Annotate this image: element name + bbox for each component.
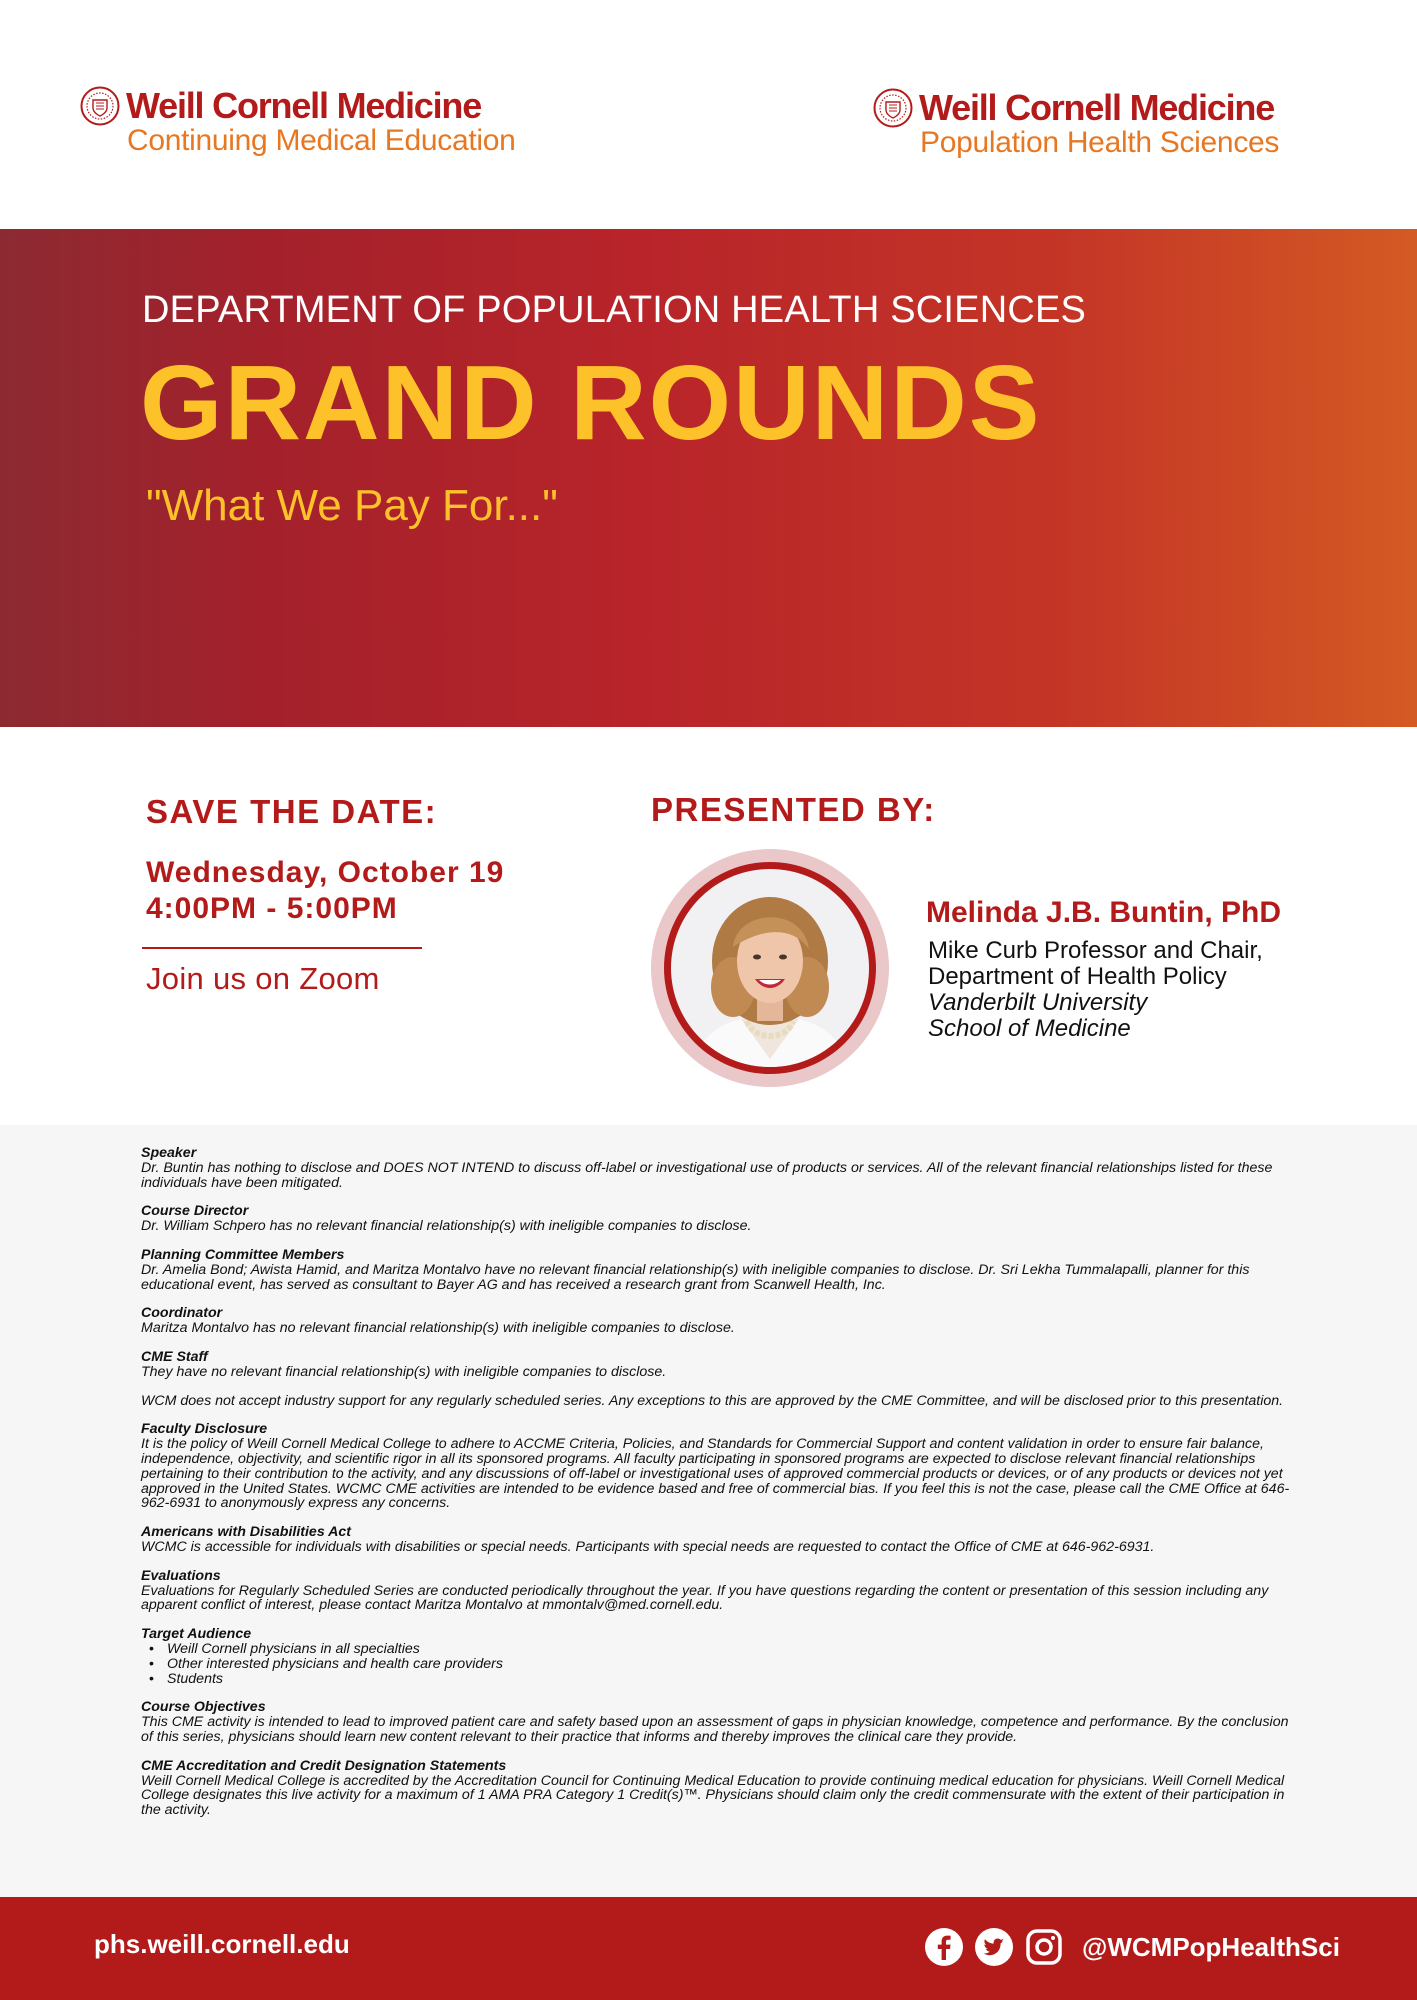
section-body: Dr. Buntin has nothing to disclose and DOES NOT INTEND to discuss off-label or investigational use of products or services. All of the relevant financial relationships listed for these individuals have been mitigated. bbox=[141, 1159, 1273, 1191]
disclosures-section bbox=[0, 1125, 1417, 1897]
section-heading: Americans with Disabilities Act bbox=[141, 1524, 351, 1541]
speaker-photo bbox=[671, 869, 869, 1067]
section-heading: Coordinator bbox=[141, 1305, 223, 1322]
logo-subtitle: Continuing Medical Education bbox=[127, 124, 516, 157]
section-body: This CME activity is intended to lead to improved patient care and safety based upon an assessment of gaps in physician knowledge, competence and performance. By the conclusion of this series, physicians should learn new content relevant to their practice that informs and thereby improves the clinical care they provide. bbox=[141, 1714, 1289, 1745]
website-link[interactable]: phs.weill.cornell.edu bbox=[94, 1929, 350, 1959]
social-links bbox=[924, 1927, 1340, 1967]
section-heading: Target Audience bbox=[141, 1626, 252, 1643]
speaker-university: Vanderbilt University bbox=[928, 989, 1148, 1016]
cme-accreditation bbox=[141, 1759, 1291, 1818]
target-audience bbox=[141, 1627, 1291, 1686]
section-heading: Evaluations bbox=[141, 1567, 221, 1584]
cornell-seal-icon bbox=[80, 86, 120, 126]
disclosure-coordinator bbox=[141, 1306, 1291, 1336]
speaker-school: School of Medicine bbox=[928, 1015, 1131, 1042]
disclosure-evaluations bbox=[141, 1569, 1291, 1613]
logo-title: Weill Cornell Medicine bbox=[919, 87, 1275, 128]
section-body: Evaluations for Regularly Scheduled Series are conducted periodically throughout the year. If you have questions regarding the content or presentation of this session including any apparent conflict of interest, please contact Maritza Montalvo at mmontalv@med.cornell.edu. bbox=[141, 1582, 1269, 1614]
disclosure-ada bbox=[141, 1525, 1291, 1555]
social-handle[interactable]: @WCMPopHealthSci bbox=[1082, 1931, 1340, 1962]
section-body: Dr. William Schpero has no relevant financial relationship(s) with ineligible companies to disclose. bbox=[141, 1218, 752, 1235]
zoom-link[interactable]: Join us on Zoom bbox=[146, 961, 380, 996]
logo-subtitle: Population Health Sciences bbox=[920, 126, 1280, 159]
list-item: • Students bbox=[149, 1672, 1291, 1687]
divider bbox=[142, 947, 422, 949]
wcm-cme-logo bbox=[80, 86, 516, 158]
disclosure-faculty bbox=[141, 1422, 1291, 1511]
section-body: WCMC is accessible for individuals with disabilities or special needs. Participants with special needs are requested to contact the Office of CME at 646-962-6931. bbox=[141, 1538, 1155, 1555]
section-body: Dr. Amelia Bond; Awista Hamid, and Maritza Montalvo have no relevant financial relationship(s) with ineligible companies to disclose. Dr. Sri Lekha Tummalapalli, planner for this educational event, has served as consultant to Bayer AG and has received a research grant from Scanwell Health, Inc. bbox=[141, 1261, 1250, 1293]
course-objectives bbox=[141, 1700, 1291, 1744]
logo-title: Weill Cornell Medicine bbox=[126, 85, 482, 126]
wcm-phs-logo bbox=[873, 88, 1279, 160]
industry-support-statement: WCM does not accept industry support for any regularly scheduled series. Any exceptions to this are approved by the CME Committee, and will be disclosed prior to this presentation. bbox=[141, 1392, 1284, 1409]
instagram-icon[interactable] bbox=[1024, 1927, 1064, 1967]
talk-title: "What We Pay For..." bbox=[146, 481, 558, 530]
disclosure-speaker bbox=[141, 1146, 1291, 1190]
section-heading: Course Director bbox=[141, 1203, 249, 1220]
speaker-photo-frame bbox=[651, 849, 889, 1087]
disclosure-planning-committee bbox=[141, 1248, 1291, 1292]
disclosure-course-director bbox=[141, 1204, 1291, 1234]
section-heading: Planning Committee Members bbox=[141, 1246, 345, 1263]
section-heading: Course Objectives bbox=[141, 1699, 266, 1716]
section-heading: CME Accreditation and Credit Designation Statements bbox=[141, 1757, 507, 1774]
speaker-title: Mike Curb Professor and Chair, bbox=[928, 937, 1263, 964]
cornell-seal-icon bbox=[873, 88, 913, 128]
disclosure-cme-staff bbox=[141, 1350, 1291, 1380]
save-date-heading: SAVE THE DATE: bbox=[146, 793, 438, 830]
section-body: Weill Cornell Medical College is accredited by the Accreditation Council for Continuing Medical Education to provide continuing medical education for physicians. Weill Cornell Medical College designates this live activity for a maximum of 1 AMA PRA Category 1 Credit(s)™. Physicians should claim only the credit commensurate with the extent of their participation in the activity. bbox=[141, 1772, 1285, 1819]
speaker-department: Department of Health Policy bbox=[928, 963, 1227, 990]
list-item: • Weill Cornell physicians in all specialties bbox=[149, 1642, 1291, 1657]
section-body: They have no relevant financial relationship(s) with ineligible companies to disclose. bbox=[141, 1363, 667, 1380]
speaker-name: Melinda J.B. Buntin, PhD bbox=[926, 896, 1282, 929]
presented-by-heading: PRESENTED BY: bbox=[651, 791, 936, 828]
event-title: GRAND ROUNDS bbox=[140, 344, 1042, 462]
event-date: Wednesday, October 19 bbox=[146, 856, 505, 889]
section-heading: CME Staff bbox=[141, 1348, 208, 1365]
section-body: Maritza Montalvo has no relevant financial relationship(s) with ineligible companies to disclose. bbox=[141, 1320, 735, 1337]
facebook-icon[interactable] bbox=[924, 1927, 964, 1967]
section-body: It is the policy of Weill Cornell Medical College to adhere to ACCME Criteria, Policies, and Standards for Commercial Support and content validation in order to ensure fair balance, independence, objectivity, and scientific rigor in all its sponsored programs. All faculty participating in sponsored programs are expected to disclose relevant financial relationships pertaining to their contribution to the activity, and any discussions of off-label or investigational uses of approved commercial products or devices, or of any products or devices not yet approved in the United States. WCMC CME activities are intended to be evidence based and free of commercial bias. If you feel this is not the case, please call the CME Office at 646-962-6931 to anonymously express any concerns. bbox=[141, 1436, 1290, 1512]
twitter-icon[interactable] bbox=[974, 1927, 1014, 1967]
department-name: DEPARTMENT OF POPULATION HEALTH SCIENCES bbox=[142, 289, 1087, 331]
section-heading: Speaker bbox=[141, 1145, 197, 1161]
event-time: 4:00PM - 5:00PM bbox=[146, 892, 398, 925]
list-item: • Other interested physicians and health care providers bbox=[149, 1657, 1291, 1672]
section-heading: Faculty Disclosure bbox=[141, 1421, 268, 1438]
hero-banner bbox=[0, 229, 1417, 727]
footer-bar bbox=[0, 1897, 1417, 2000]
